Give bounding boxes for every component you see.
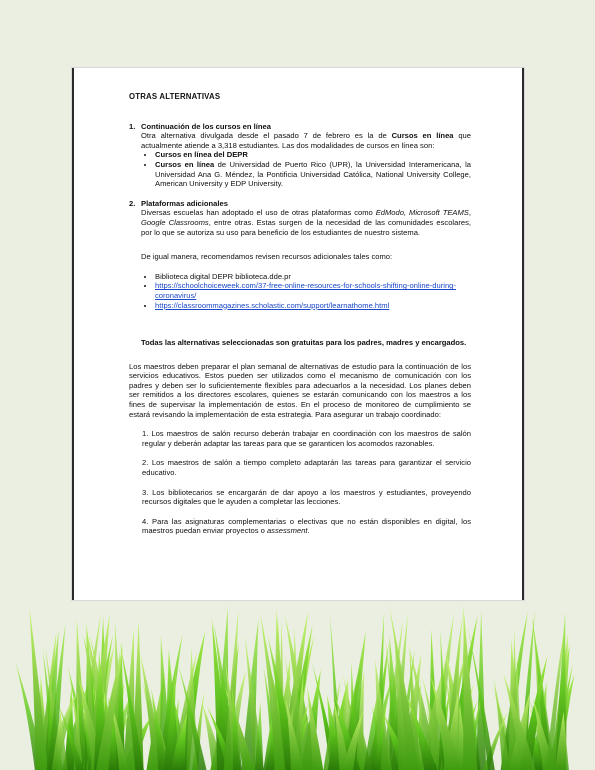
- list-item: • Biblioteca digital DEPR biblioteca.dde.pr: [155, 272, 471, 282]
- section-online-courses: [129, 122, 471, 189]
- course-modalities-list: [141, 150, 471, 188]
- coordination-item-3: 3. Los bibliotecarios se encargarán de dar apoyo a los maestros y estudiantes, proveyendo recursos digitales que le ayuden a completar las lecciones.: [142, 487, 471, 507]
- document-title: OTRAS ALTERNATIVAS: [129, 92, 221, 101]
- list-item: • Cursos en línea de Universidad de Puerto Rico (UPR), la Universidad Interamericana, la Universidad Ana G. Méndez, la Pontificia Universidad Católica, National University College, American University y EDP University.: [155, 160, 471, 189]
- resources-list: [141, 272, 471, 310]
- document-content: [129, 92, 471, 536]
- section-number: 2.: [129, 198, 136, 208]
- coordination-item-4: 4. Para las asignaturas complementarias o electivas que no están disponibles en digital, los maestros puedan enviar proyectos o assessment.: [142, 516, 471, 536]
- grass-blades: [15, 606, 574, 770]
- list-item: [155, 301, 471, 311]
- plan-paragraph: Los maestros deben preparar el plan semanal de alternativas de estudio para la continuación de los servicios educativos. Estos pueden ser utilizados como el mecanismo de comunicación con los padres y deben ser lo suficientemente flexibles para adecuarlos a la necesidad. Los planes deben ser remitidos a los directores escolares, quienes se estarán comunicando con los maestros a los fines de supervisar la implementación de estos. En el proceso de monitoreo de cumplimiento se estará revisando la implementación de esta estrategia. Para asegurar un trabajo coordinado:: [129, 361, 471, 419]
- section-paragraph: Otra alternativa divulgada desde el pasado 7 de febrero es la de Cursos en línea que actualmente atiende a 3,318 estudiantes. Las dos modalidades de cursos en línea son:: [141, 131, 471, 150]
- section-heading: Plataformas adicionales: [141, 198, 228, 208]
- section-number: 1.: [129, 121, 136, 131]
- grass-decoration: [0, 600, 595, 770]
- list-item: • Cursos en línea del DEPR: [155, 150, 471, 160]
- resource-link-scholastic[interactable]: https://classroommagazines.scholastic.com/support/learnathome.html: [155, 300, 390, 310]
- list-item: [155, 281, 471, 300]
- section-heading: Continuación de los cursos en línea: [141, 121, 271, 131]
- coordination-item-1: 1. Los maestros de salón recurso deberán trabajar en coordinación con los maestros de salón regular y deberán adaptar las tareas para que se garanticen los acomodos razonables.: [142, 429, 471, 448]
- recommend-paragraph: De igual manera, recomendamos revisen recursos adicionales tales como:: [141, 252, 393, 262]
- section-paragraph: Diversas escuelas han adoptado el uso de otras plataformas como EdModo, Microsoft TEAMS, Google Classrooms, entre otras. Estas surgen de la necesidad de las comunidades escolares, por lo que se autoriza su uso para beneficio de los estudiantes de nuestro sistema.: [141, 208, 471, 237]
- grass-blade: [476, 610, 486, 770]
- resource-link-schoolchoiceweek[interactable]: https://schoolchoiceweek.com/37-free-online-resources-for-schools-shifting-online-during-coronavirus/: [155, 281, 456, 300]
- coordination-item-2: 2. Los maestros de salón a tiempo completo adaptarán las tareas para garantizar el servicio educativo.: [142, 458, 471, 478]
- section-additional-platforms: [129, 199, 471, 237]
- free-alternatives-note: Todas las alternativas seleccionadas son gratuitas para los padres, madres y encargados.: [141, 338, 467, 348]
- document-page: [72, 68, 524, 600]
